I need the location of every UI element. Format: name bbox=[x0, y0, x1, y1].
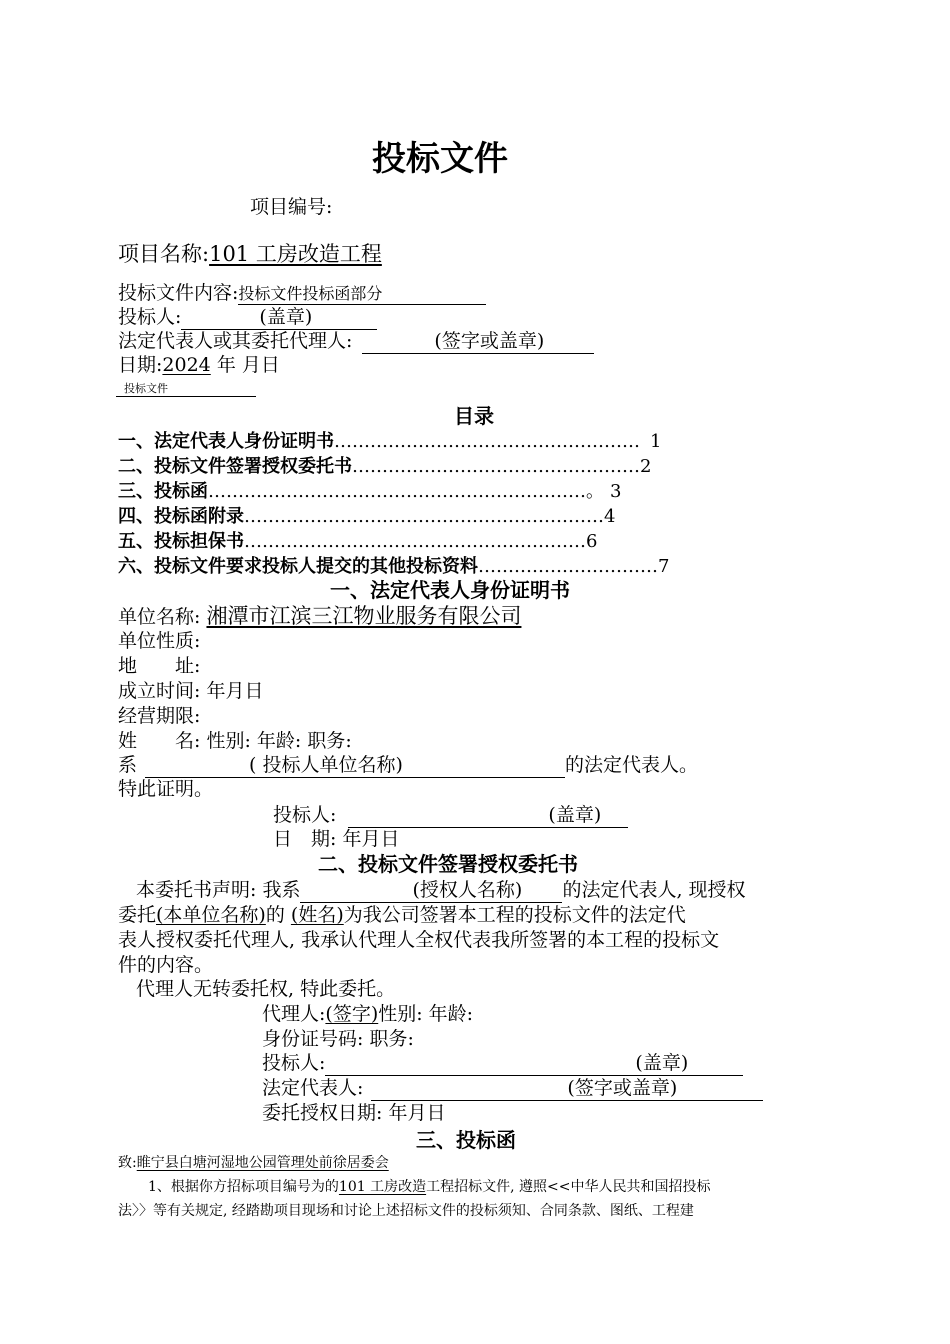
is-legal-rep-text: 的法定代表人。 bbox=[565, 754, 699, 776]
auth-date-line: 委托授权日期: 年月日 bbox=[262, 1102, 446, 1124]
person-line: 姓 名: 性别: 年龄: 职务: bbox=[118, 730, 352, 752]
toc-item[interactable]: 五、投标担保书…………………………………………………6 bbox=[118, 531, 598, 552]
project-name-row bbox=[118, 238, 382, 268]
unit-name-value: 湘潭市江滨三江物业服务有限公司 bbox=[206, 604, 522, 628]
project-name-value: 101 工房改造工程 bbox=[209, 242, 382, 266]
s2-para3: 表人授权委托代理人, 我承认代理人全权代表我所签署的本工程的投标文 bbox=[118, 929, 720, 951]
s2-legal-row: 法定代表人: (签字或盖章) bbox=[262, 1073, 763, 1101]
s3-para1: 1、根据你方招标项目编号为的101 工房改造工程招标文件, 遵照<<中华人民共和国招投标 bbox=[148, 1179, 711, 1195]
content-value: 投标文件投标函部分 bbox=[238, 281, 486, 305]
toc-item[interactable]: 六、投标文件要求投标人提交的其他投标资料…………………………7 bbox=[118, 556, 670, 577]
s1-date-line: 日 期: 年月日 bbox=[273, 828, 400, 850]
unit-type-label: 单位性质: bbox=[118, 630, 201, 652]
date-rest: 年 月日 bbox=[216, 354, 280, 376]
agent-row: 代理人:(签字)性别: 年龄: bbox=[262, 1003, 474, 1025]
project-number-label: 项目编号: bbox=[250, 196, 333, 218]
founded-label: 成立时间: 年月日 bbox=[118, 680, 264, 702]
s1-bidder-seal: (盖章) bbox=[348, 800, 628, 828]
xi-text: 系 bbox=[118, 754, 138, 776]
bidder-unit-blank: ( 投标人单位名称) bbox=[145, 750, 565, 778]
date-label: 日期: bbox=[118, 354, 163, 376]
s2-para2: 委托(本单位名称)的 (姓名)为我公司签署本工程的投标文件的法定代 bbox=[118, 904, 686, 926]
s2-para1: 本委托书声明: 我系 (授权人名称) 的法定代表人, 现授权 bbox=[136, 875, 746, 903]
date-row bbox=[118, 350, 280, 377]
s2-bidder-row: 投标人: (盖章) bbox=[262, 1048, 743, 1076]
section1-heading: 一、法定代表人身份证明书 bbox=[330, 578, 570, 602]
s1-bidder-label: 投标人: bbox=[273, 804, 337, 826]
content-row bbox=[118, 278, 486, 305]
content-label: 投标文件内容: bbox=[118, 282, 239, 304]
certify-text: 特此证明。 bbox=[118, 778, 214, 800]
s3-para2: 法〉〉等有关规定, 经踏勘项目现场和讨论上述招标文件的投标须知、合同条款、图纸、工程建 bbox=[118, 1203, 694, 1219]
person-name-blank: (姓名) bbox=[290, 904, 344, 926]
bidder-label: 投标人: bbox=[118, 306, 182, 328]
running-header: 投标文件 bbox=[116, 380, 256, 397]
toc-item[interactable]: 二、投标文件签署授权委托书…………………………………………2 bbox=[118, 456, 652, 477]
term-label: 经营期限: bbox=[118, 705, 201, 727]
toc-item[interactable]: 三、投标函………………………………………………………。 3 bbox=[118, 481, 622, 502]
address-label: 地 址: bbox=[118, 655, 201, 677]
s2-legal-sign: (签字或盖章) bbox=[371, 1073, 763, 1101]
section2-heading: 二、投标文件签署授权委托书 bbox=[318, 852, 578, 876]
bidder-seal: (盖章) bbox=[181, 302, 377, 330]
s2-bidder-seal: (盖章) bbox=[325, 1048, 743, 1076]
agent-sign: (签字) bbox=[325, 1003, 379, 1025]
s2-para4: 件的内容。 bbox=[118, 954, 214, 976]
legal-rep-sign: (签字或盖章) bbox=[362, 326, 594, 354]
unit-name-label: 单位名称: bbox=[118, 606, 201, 628]
s2-para5: 代理人无转委托权, 特此委托。 bbox=[136, 978, 396, 1000]
date-year: 2024 bbox=[162, 354, 211, 376]
s3-project-name: 101 工房改造 bbox=[338, 1179, 427, 1195]
legal-rep-label: 法定代表人或其委托代理人: bbox=[118, 330, 353, 352]
unit-name-blank: (本单位名称) bbox=[156, 904, 266, 926]
toc-item[interactable]: 四、投标函附录……………………………………………………4 bbox=[118, 506, 616, 527]
section3-heading: 三、投标函 bbox=[416, 1128, 516, 1152]
id-line: 身份证号码: 职务: bbox=[262, 1028, 414, 1050]
authorizer-blank: (授权人名称) bbox=[300, 875, 562, 903]
document-title: 投标文件 bbox=[372, 139, 508, 179]
toc-heading: 目录 bbox=[454, 404, 494, 428]
toc-item[interactable]: 一、法定代表人身份证明书…………………………………………… 1 bbox=[118, 431, 662, 452]
project-name-label: 项目名称: bbox=[118, 242, 210, 266]
addressee-value: 睢宁县白塘河湿地公园管理处前徐居委会 bbox=[136, 1155, 389, 1171]
addressee-row: 致:睢宁县白塘河湿地公园管理处前徐居委会 bbox=[118, 1155, 389, 1171]
